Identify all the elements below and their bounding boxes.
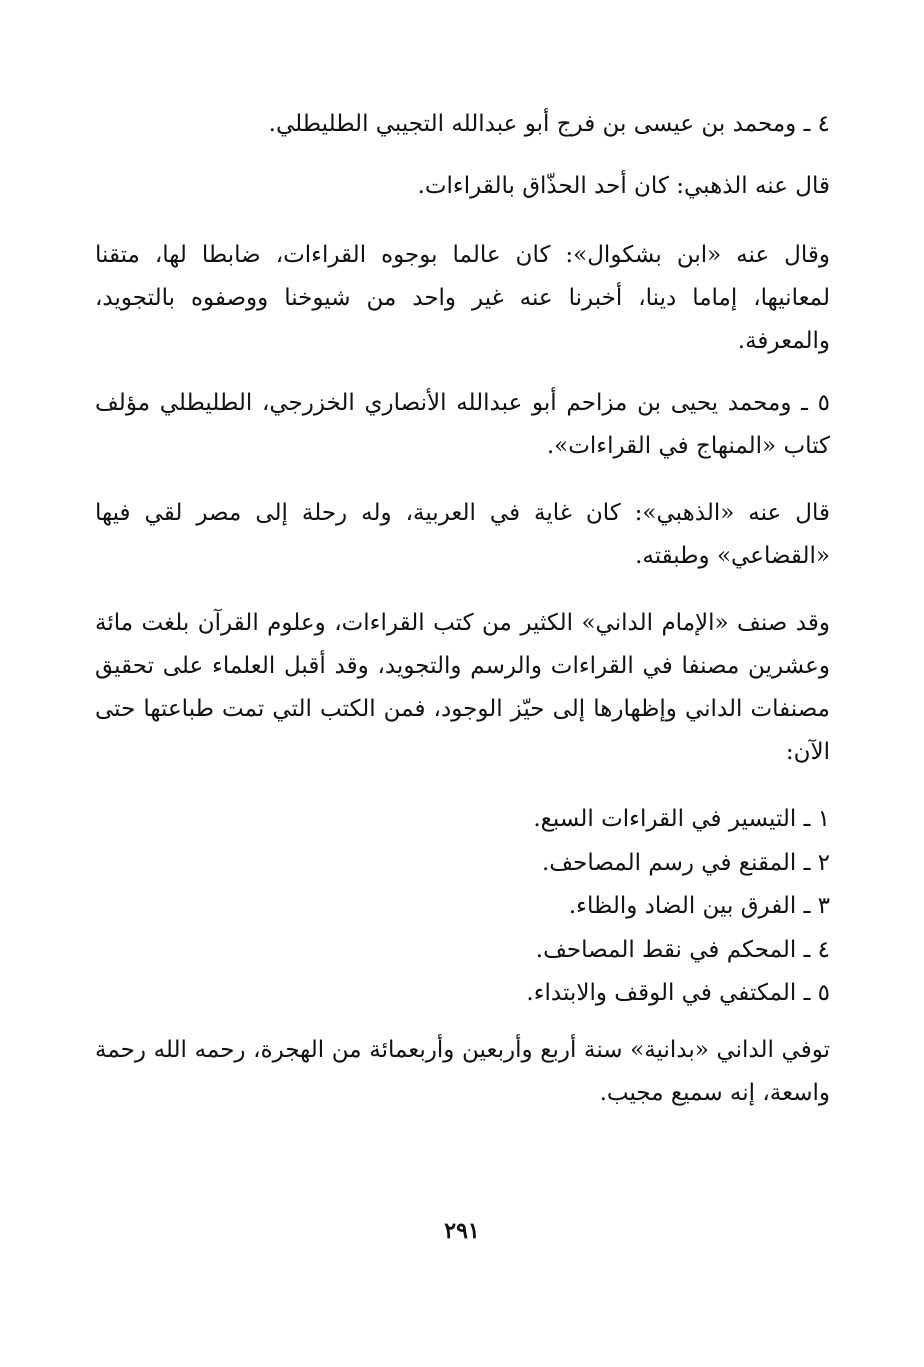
paragraph-ibn-bashkuwal-quote: وقال عنه «ابن بشكوال»: كان عالما بوجوه القراءات، ضابطا لها، متقنا لمعانيها، إماما دينا، أخبرنا عنه غير واحد من شيوخنا ووصفوه بالتجويد، والمعرفة. [95, 242, 830, 354]
paragraph-dani-death: توفي الداني «بدانية» سنة أربع وأربعين وأربعمائة من الهجرة، رحمه الله رحمة واسعة، إنه سميع مجيب. [95, 1037, 830, 1106]
paragraph-dani-works: وقد صنف «الإمام الداني» الكثير من كتب القراءات، وعلوم القرآن بلغت مائة وعشرين مصنفا في القراءات والرسم والتجويد، وقد أقبل العلماء على تحقيق مصنفات الداني وإظهارها إلى حيّز الوجود، فمن الكتب التي تمت طباعتها حتى الآن: [95, 610, 830, 765]
list-item: ٤ ـ المحكم في نقط المصاحف. [535, 936, 830, 963]
list-item: ٥ ـ المكتفي في الوقف والابتداء. [526, 980, 830, 1006]
list-item: ٢ ـ المقنع في رسم المصاحف. [542, 849, 830, 876]
paragraph-dhahabi-quote-1: قال عنه الذهبي: كان أحد الحذّاق بالقراءات. [417, 173, 830, 199]
books-list [95, 798, 830, 1016]
list-item: ٣ ـ الفرق بين الضاد والظاء. [568, 893, 830, 919]
paragraph-dhahabi-quote-2: قال عنه «الذهبي»: كان غاية في العربية، وله رحلة إلى مصر لقي فيها «القضاعي» وطبقته. [95, 500, 830, 569]
paragraph-scholar-4: ٤ ـ ومحمد بن عيسى بن فرج أبو عبدالله التجيبي الطليطلي. [268, 111, 830, 137]
page-number: ٢٩١ [444, 1218, 480, 1244]
list-item: ١ ـ التيسير في القراءات السبع. [533, 806, 830, 832]
paragraph-scholar-5: ٥ ـ ومحمد يحيى بن مزاحم أبو عبدالله الأنصاري الخزرجي، الطليطلي مؤلف كتاب «المنهاج في القراءات». [95, 390, 830, 459]
